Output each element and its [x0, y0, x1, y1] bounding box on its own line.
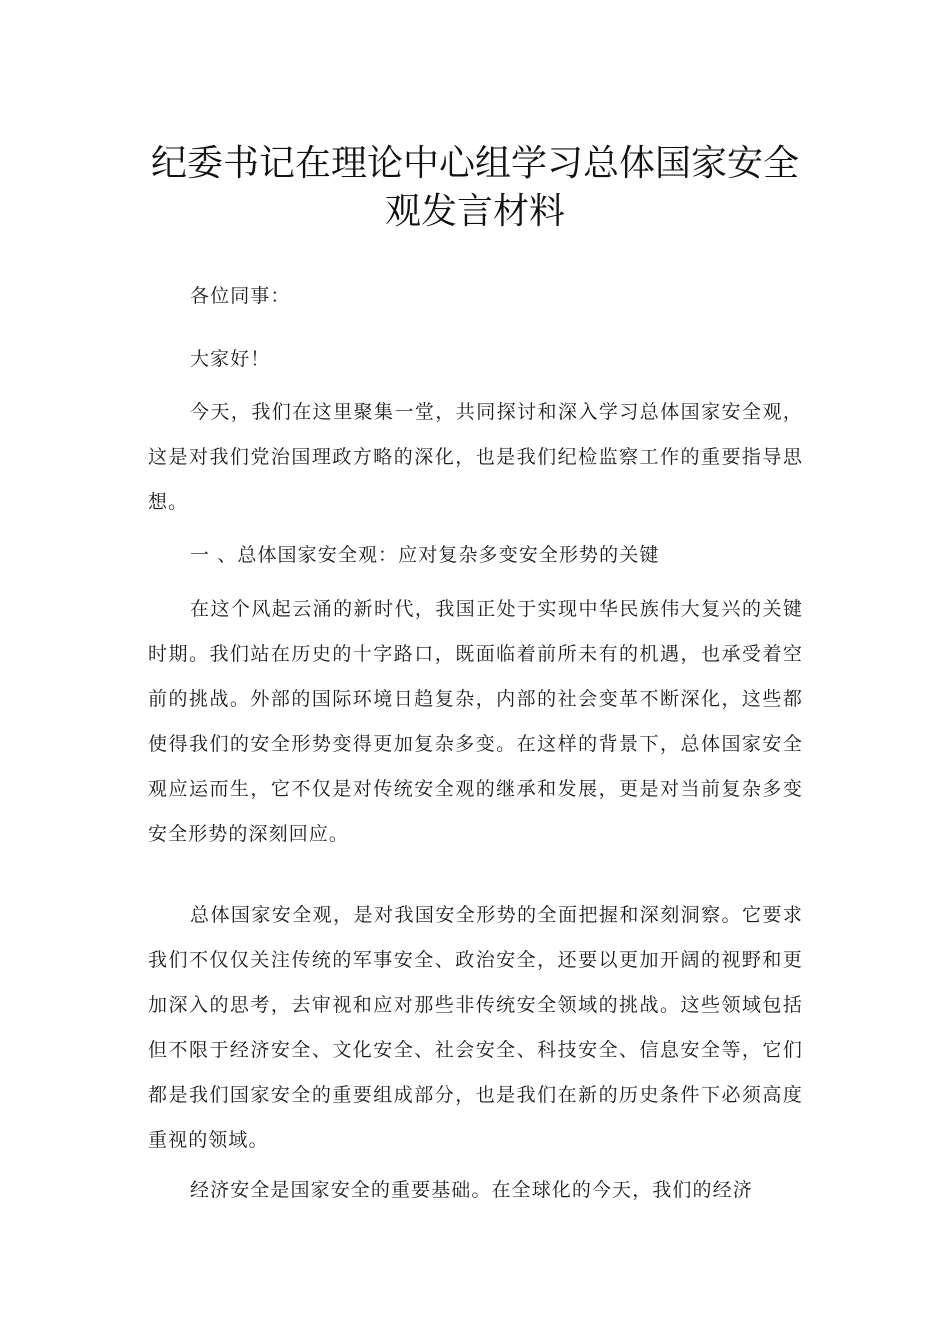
paragraph-economic: 经济安全是国家安全的重要基础。在全球化的今天，我们的经济 [190, 1179, 753, 1201]
paragraph-overview: 总体国家安全观，是对我国安全形势的全面把握和深刻洞察。它要求我们不仅仅关注传统的军事安全、政治安全，还要以更加开阔的视野和更加深入的思考，去审视和应对那些非传统安全领域的挑战。这些领域包括但不限于经济安全、文化安全、社会安全、科技安全、信息安全等，它们都是我们国家安全的重要组成部分，也是我们在新的历史条件下必须高度重视的领域。 [148, 904, 803, 1151]
paragraph-situation: 在这个风起云涌的新时代，我国正处于实现中华民族伟大复兴的关键时期。我们站在历史的十字路口，既面临着前所未有的机遇，也承受着空前的挑战。外部的国际环境日趋复杂，内部的社会变革不断深化，这些都使得我们的安全形势变得更加复杂多变。在这样的背景下，总体国家安全观应运而生，它不仅是对传统安全观的继承和发展，更是对当前复杂多变安全形势的深刻回应。 [148, 598, 803, 845]
title-line-2: 观发言材料 [384, 191, 565, 232]
paragraph-intro: 今天，我们在这里聚集一堂，共同探讨和深入学习总体国家安全观，这是对我们党治国理政方略的深化，也是我们纪检监察工作的重要指导思想。 [148, 401, 803, 513]
title-line-1: 纪委书记在理论中心组学习总体国家安全 [150, 143, 799, 184]
section-heading-1: 一 、总体国家安全观：应对复杂多变安全形势的关键 [190, 544, 660, 566]
salutation: 各位同事： [190, 285, 291, 307]
greeting: 大家好！ [190, 348, 271, 370]
document-title [120, 140, 830, 236]
